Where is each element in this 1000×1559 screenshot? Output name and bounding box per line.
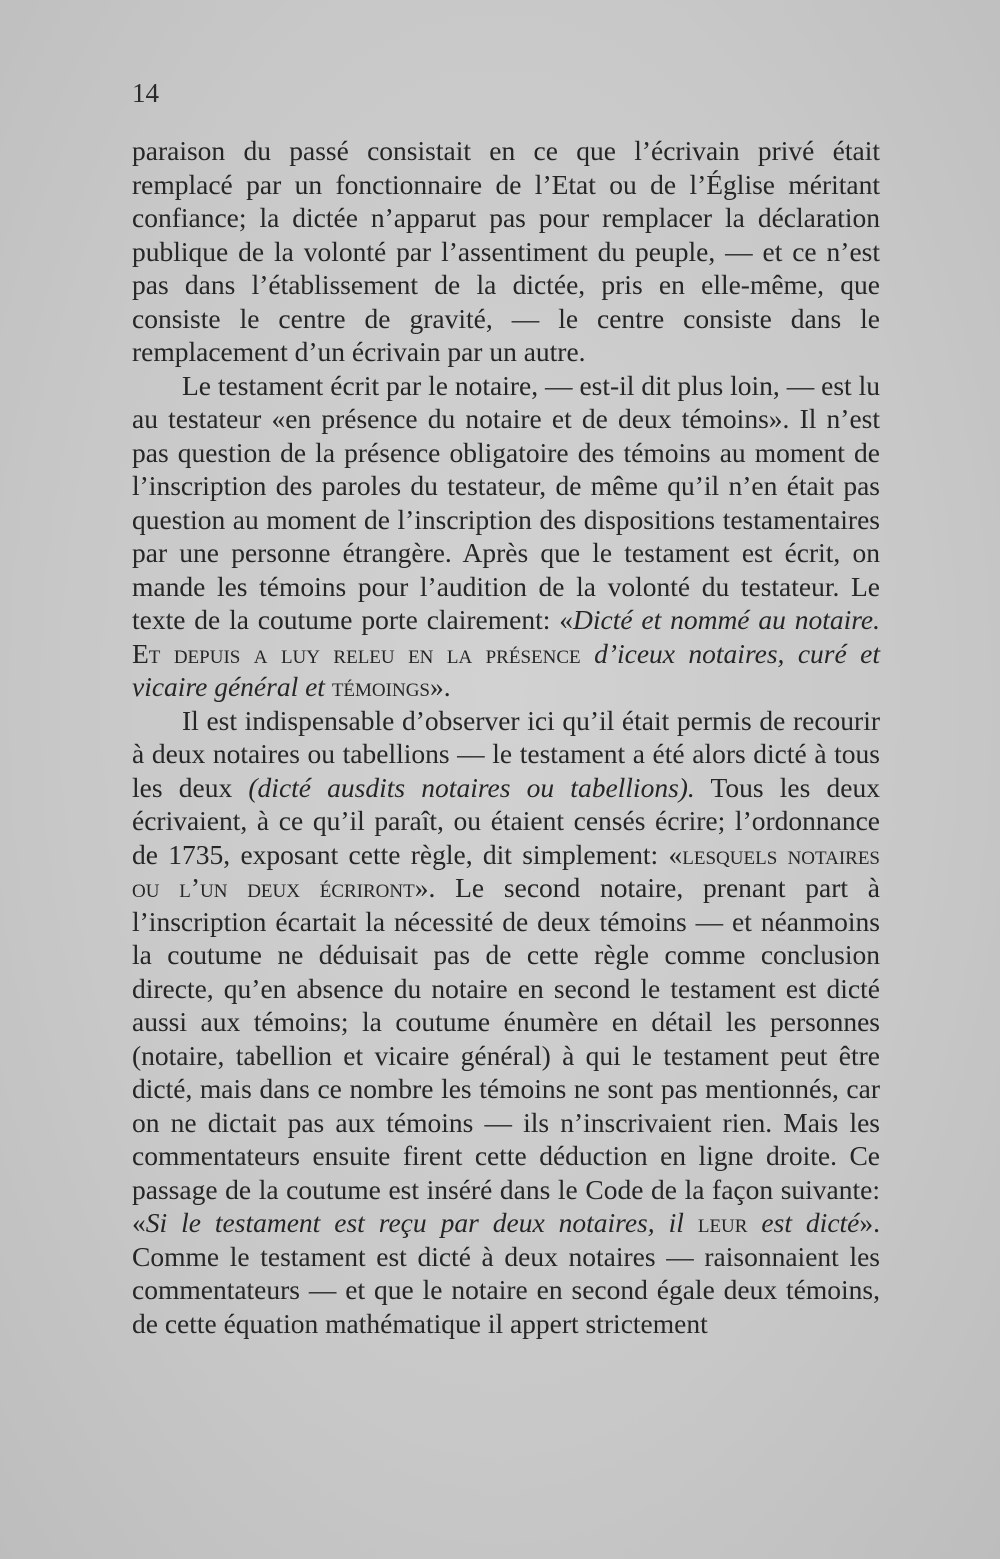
page-number: 14 (132, 78, 159, 108)
paragraph (132, 704, 880, 1341)
text-run: Il est indispensable d’observer ici qu’il était permis de recourir à deux notaires ou tabellions — le testament a été alors dicté à tous les deux (132, 704, 880, 803)
paragraph (132, 134, 880, 369)
body-text (132, 134, 880, 1340)
italic-run: est dicté (761, 1207, 860, 1238)
text-run: ». (429, 671, 451, 702)
text-run (581, 638, 594, 669)
text-run (747, 1207, 761, 1238)
smallcaps-run: lesquels notaires ou l’un deux écriront (132, 838, 881, 903)
italic-run: Dicté et nommé au notaire. (572, 604, 881, 635)
italic-run: d’iceux notaires, curé et vicaire général et (132, 637, 880, 702)
smallcaps-run: témoings (331, 671, 430, 702)
smallcaps-run: leur (697, 1207, 748, 1238)
italic-run: Si le testament est reçu par deux notaires, il (145, 1207, 684, 1238)
text-run: ». Le second notaire, prenant part à l’inscription écartait la nécessité de deux témoins — et néanmoins la coutume ne déduisait pas de cette règle comme conclusion directe, qu’en absence du notaire en second le testament est dicté aussi aux témoins; la coutume énumère en détail les personnes (notaire, tabellion et vicaire général) à qui le testament peut être dicté, mais dans ce nombre les témoins ne sont pas mentionnés, car on ne dictait pas aux témoins — ils n’inscrivaient rien. Mais les commentateurs ensuite firent cette déduction en ligne droite. Ce passage de la coutume est inséré dans le Code de la façon suivante: « (132, 872, 880, 1238)
text-run: Tous les deux écrivaient, à ce qu’il paraît, ou étaient censés écrire; l’ordonnance de 1735, exposant cette règle, dit simplement: « (132, 771, 880, 870)
text-run (684, 1207, 698, 1238)
text-run: Le testament écrit par le notaire, — est-il dit plus loin, — est lu au testateur «en présence du notaire et de deux témoins». Il n’est pas question de la présence obligatoire des témoins au moment de l’inscription des paroles du testateur, de même qu’il n’en était pas question au moment de l’inscription des dispositions testamentaires par une personne étrangère. Après que le testament est écrit, on mande les témoins pour l’audition de la volonté du testateur. Le texte de la coutume porte clairement: « (132, 369, 880, 635)
italic-run: (dicté ausdits notaires ou tabellions). (248, 771, 695, 803)
text-run: ». Comme le testament est dicté à deux notaires — raisonnaient les commentateurs — et que le notaire en second égale deux témoins, de cette équation mathématique il appert strictement (132, 1207, 881, 1339)
text-run (325, 671, 332, 702)
smallcaps-run: Et depuis a luy releu en la présence (132, 637, 581, 669)
text-run: paraison du passé consistait en ce que l’écrivain privé était remplacé par un fonctionnaire de l’Etat ou de l’Église méritant confiance; la dictée n’apparut pas pour remplacer la déclaration publique de la volonté par l’assentiment du peuple, — et ce n’est pas dans l’établissement de la dictée, pris en elle-même, que consiste le centre de gravité, — le centre consiste dans le remplacement d’un écrivain par un autre. (132, 135, 880, 367)
paragraph (132, 369, 880, 704)
